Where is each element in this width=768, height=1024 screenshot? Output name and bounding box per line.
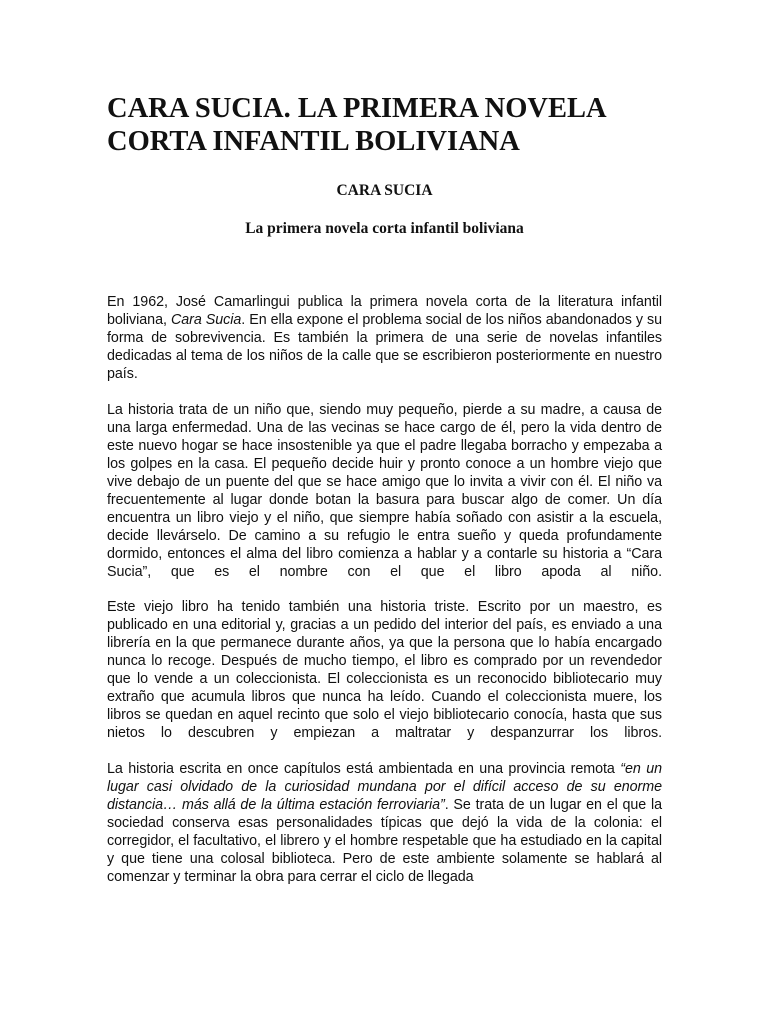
paragraph-text: En 1962, José Camarlingui publica la primera novela corta de la literatura infantil boliviana, bbox=[107, 294, 662, 328]
document-body bbox=[107, 293, 662, 903]
document-title: CARA SUCIA. LA PRIMERA NOVELA CORTA INFANTIL BOLIVIANA bbox=[107, 93, 606, 157]
paragraph-plot bbox=[107, 401, 662, 581]
paragraph-book-history bbox=[107, 598, 662, 742]
book-title-italic: Cara Sucia bbox=[170, 312, 242, 328]
document-heading: CARA SUCIA bbox=[336, 182, 433, 199]
quote-italic: “en un lugar casi olvidado de la curiosidad mundana por el difícil acceso de su enorme distancia… más allá de la última estación ferroviaria” bbox=[107, 760, 662, 813]
paragraph-text: La historia trata de un niño que, siendo muy pequeño, pierde a su madre, a causa de una larga enfermedad. Una de las vecinas se hace cargo de él, pero la vida dentro de este nuevo hogar se hace insostenible ya que el padre llegaba borracho y empezaba a los golpes en la casa. El pequeño decide huir y pronto conoce a un hombre viejo que vive debajo de un puente del que se hace amigo que lo invita a vivir con él. El niño va frecuentemente al lugar donde botan la basura para buscar algo de comer. Un día encuentra un libro viejo y el niño, que siempre había soñado con asistir a la escuela, decide llevárselo. De camino a su refugio le entra sueño y queda profundamente dormido, entonces el alma del libro comienza a hablar y a contarle su historia a “Cara Sucia”, que es el nombre con el que el libro apoda al niño. bbox=[107, 401, 662, 580]
paragraph-setting bbox=[107, 760, 662, 886]
paragraph-intro bbox=[107, 293, 662, 383]
paragraph-text: . En ella expone el problema social de los niños abandonados y su forma de sobrevivencia. Es también la primera de una serie de novelas infantiles dedicadas al tema de los niños de la calle que se escribieron posteriormente en nuestro país. bbox=[107, 312, 663, 382]
document-subheading: La primera novela corta infantil boliviana bbox=[245, 220, 524, 237]
paragraph-text: La historia escrita en once capítulos está ambientada en una provincia remota bbox=[107, 760, 621, 777]
paragraph-text: . Se trata de un lugar en el que la sociedad conserva esas personalidades típicas que dejó la vida de la colonia: el corregidor, el facultativo, el librero y el hombre respetable que ha estudiado en la capital y que tiene una colosal biblioteca. Pero de este ambiente solamente se hablará al comenzar y terminar la obra para cerrar el ciclo de llegada bbox=[107, 796, 662, 885]
paragraph-text: Este viejo libro ha tenido también una historia triste. Escrito por un maestro, es publicado en una editorial y, gracias a un pedido del interior del país, es enviado a una librería en la que permanece durante años, ya que la persona que lo había encargado nunca lo recoge. Después de mucho tiempo, el libro es comprado por un revendedor que lo vende a un coleccionista. El coleccionista es un reconocido bibliotecario muy extraño que acumula libros que nunca ha leído. Cuando el coleccionista muere, los libros se quedan en aquel recinto que solo el viejo bibliotecario conocía, hasta que sus nietos lo descubren y empiezan a maltratar y despanzurrar los libros. bbox=[107, 599, 662, 741]
